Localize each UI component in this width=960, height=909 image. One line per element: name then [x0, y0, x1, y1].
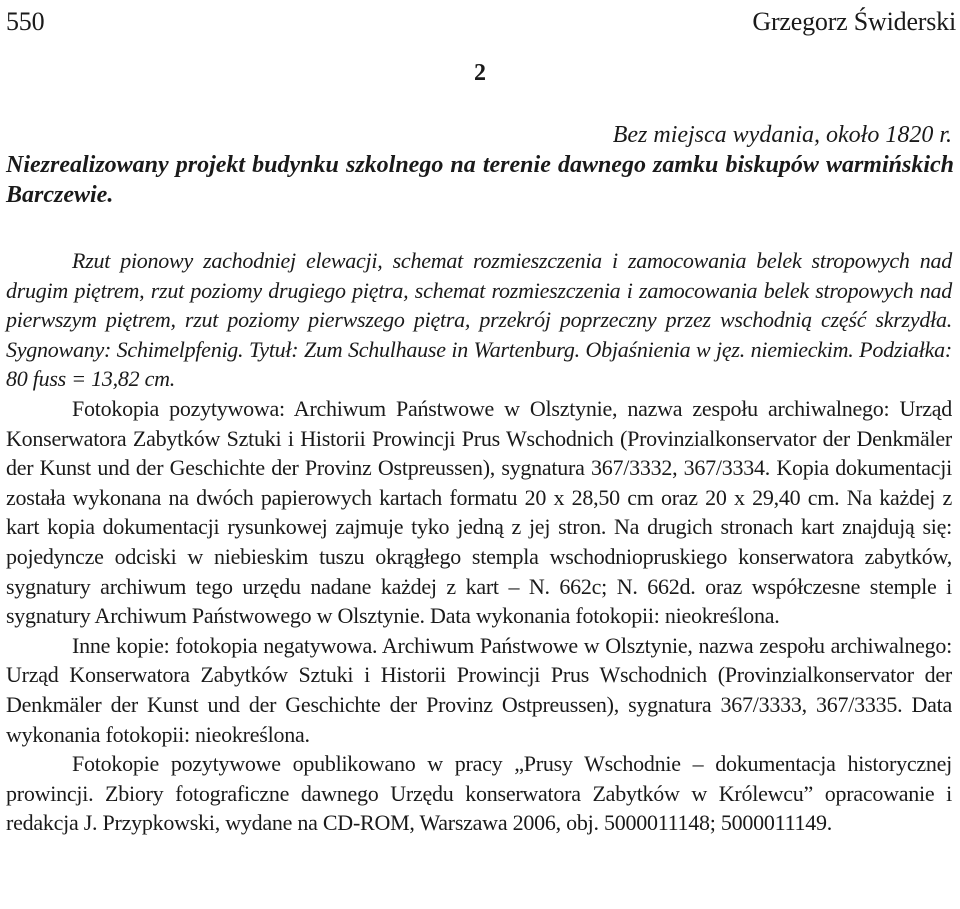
running-head-author: Grzegorz Świderski [752, 7, 956, 36]
paragraph-other-copies: Inne kopie: fotokopia negatywowa. Archiwum Państwowe w Olsztynie, nazwa zespołu archiwalnego: Urząd Konserwatora Zabytków Sztuki i Historii Prowincji Prus Wschodnich (Provinzialkonservator der Denkmäler der Kunst und der Geschichte der Provinz Ostpreussen), sygnatura 367/3333, 367/3335. Data wykonania fotokopii: nieokreślona. [6, 632, 952, 747]
paragraph-photocopy: Fotokopia pozytywowa: Archiwum Państwowe w Olsztynie, nazwa zespołu archiwalnego: Urząd Konserwatora Zabytków Sztuki i Historii Prowincji Prus Wschodnich (Provinzialkonservator der Denkmäler der Kunst und der Geschichte der Provinz Ostpreussen), sygnatura 367/3332, 367/3334. Kopia dokumentacji została wykonana na dwóch papierowych kartach formatu 20 x 28,50 cm oraz 20 x 29,40 cm. Na każdej z kart kopia dokumentacji rysunkowej zajmuje tyko jedną z jej stron. Na drugich stronach kart znajdują się: pojedyncze odciski w niebieskim tuszu okrągłego stempla wschodniopruskiego konserwatora zabytków, sygnatury archiwum tego urzędu nadane każdej z kart – N. 662c; N. 662d. oraz współczesne stemple i sygnatury Archiwum Państwowego w Olsztynie. Data wykonania fotokopii: nieokreślona. [6, 395, 952, 629]
page-number: 550 [6, 7, 45, 36]
document-number: 2 [474, 60, 486, 86]
paragraph-publication: Fotokopie pozytywowe opublikowano w pracy „Prusy Wschodnie – dokumentacja historycznej prowincji. Zbiory fotograficzne dawnego Urzędu konserwatora Zabytków w Królewcu” opracowanie i redakcja J. Przypkowski, wydane na CD-ROM, Warszawa 2006, obj. 5000011148; 5000011149. [6, 751, 952, 836]
body-text [6, 246, 952, 838]
document-title: Niezrealizowany projekt budynku szkolnego na terenie dawnego zamku biskupów warmińskich Barczewie. [6, 152, 954, 208]
running-head [6, 4, 956, 40]
document-date-place: Bez miejsca wydania, około 1820 r. [612, 122, 952, 148]
paragraph-description: Rzut pionowy zachodniej elewacji, schemat rozmieszczenia i zamocowania belek stropowych nad drugim piętrem, rzut poziomy drugiego piętra, schemat rozmieszczenia i zamocowania belek stropowych nad pierwszym piętrem, rzut poziomy pierwszego piętra, przekrój poprzeczny przez wschodnią część skrzydła. Sygnowany: Schimelpfenig. Tytuł: Zum Schulhause in Wartenburg. Objaśnienia w jęz. niemieckim. Podziałka: 80 fuss = 13,82 cm. [6, 248, 952, 392]
